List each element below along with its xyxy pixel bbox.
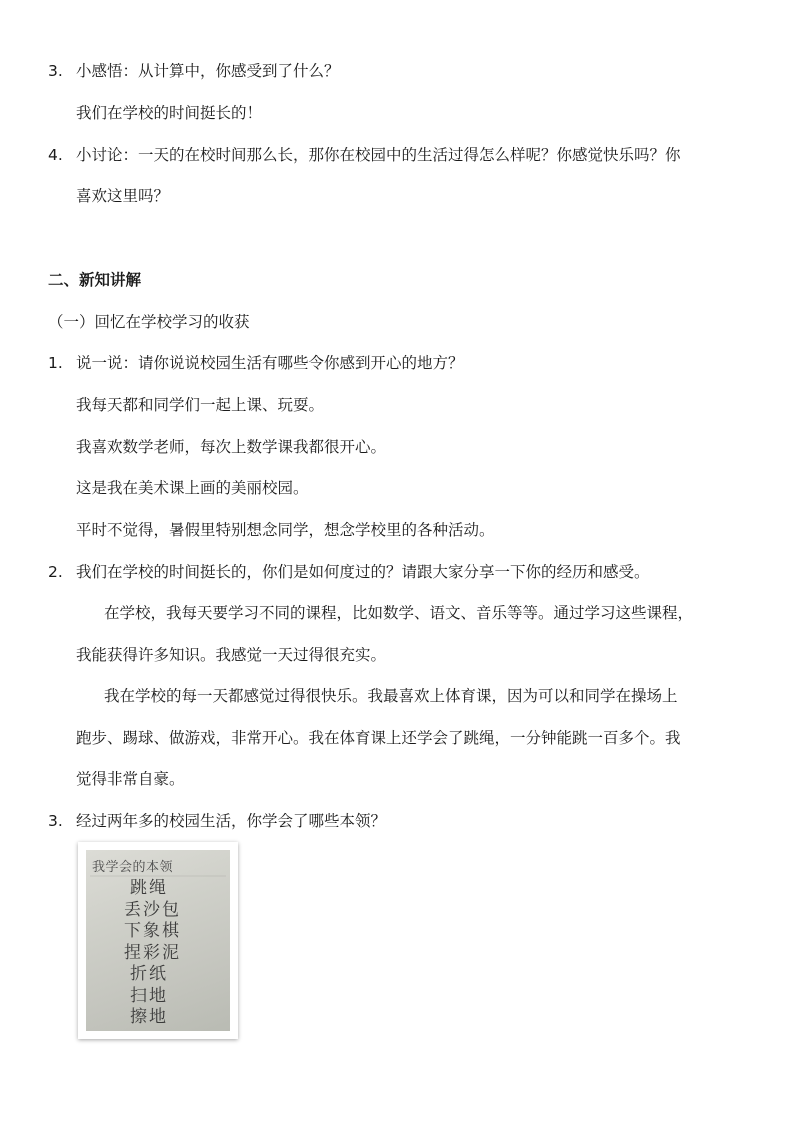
paragraph-text: 在学校，我每天要学习不同的课程，比如数学、语文、音乐等等。通过学习这些课程， [104,604,694,622]
answer-text: 这是我在美术课上画的美丽校园。 [76,479,309,497]
skill-item: 丢沙包 [124,899,181,920]
skill-item: 扫地 [130,985,168,1006]
answer-text: 我们在学校的时间挺长的！ [76,104,263,122]
question-text: 经过两年多的校园生活，你学会了哪些本领？ [76,812,387,830]
paragraph-text: 觉得非常自豪。 [76,770,185,788]
section-heading: 二、新知讲解 [48,271,142,289]
question-text: 说一说：请你说说校园生活有哪些令你感到开心的地方？ [76,354,464,372]
question-text-continued: 喜欢这里吗？ [76,187,170,205]
subsection-heading: （一）回忆在学校学习的收获 [48,313,250,331]
question-text: 小感悟：从计算中，你感受到了什么？ [76,62,340,80]
skills-list [124,878,181,1029]
item-number: 2. [48,563,63,581]
paragraph-text: 我在学校的每一天都感觉过得很快乐。我最喜欢上体育课，因为可以和同学在操场上 [104,687,678,705]
question-text: 小讨论：一天的在校时间那么长，那你在校园中的生活过得怎么样呢？你感觉快乐吗？你 [76,146,681,164]
item-number: 3. [48,62,63,80]
photo-title: 我学会的本领 [92,860,174,875]
question-text: 我们在学校的时间挺长的，你们是如何度过的？请跟大家分享一下你的经历和感受。 [76,563,650,581]
skill-item: 跳绳 [130,878,168,898]
paragraph-text: 我能获得许多知识。我感觉一天过得很充实。 [76,646,387,664]
skill-item: 下象棋 [124,921,181,941]
answer-text: 我喜欢数学老师，每次上数学课我都很开心。 [76,438,387,456]
item-number: 4. [48,146,63,164]
item-number: 1. [48,354,63,372]
skill-item: 捏彩泥 [124,942,181,963]
skill-item: 擦地 [130,1007,168,1027]
paragraph-text: 跑步、踢球、做游戏，非常开心。我在体育课上还学会了跳绳，一分钟能跳一百多个。我 [76,729,681,747]
answer-text: 我每天都和同学们一起上课、玩耍。 [76,396,325,414]
handwritten-skills-photo [78,842,238,1039]
skill-item: 折纸 [130,964,168,984]
item-number: 3. [48,812,63,830]
answer-text: 平时不觉得，暑假里特别想念同学，想念学校里的各种活动。 [76,521,495,539]
photo-paper [86,850,230,1031]
